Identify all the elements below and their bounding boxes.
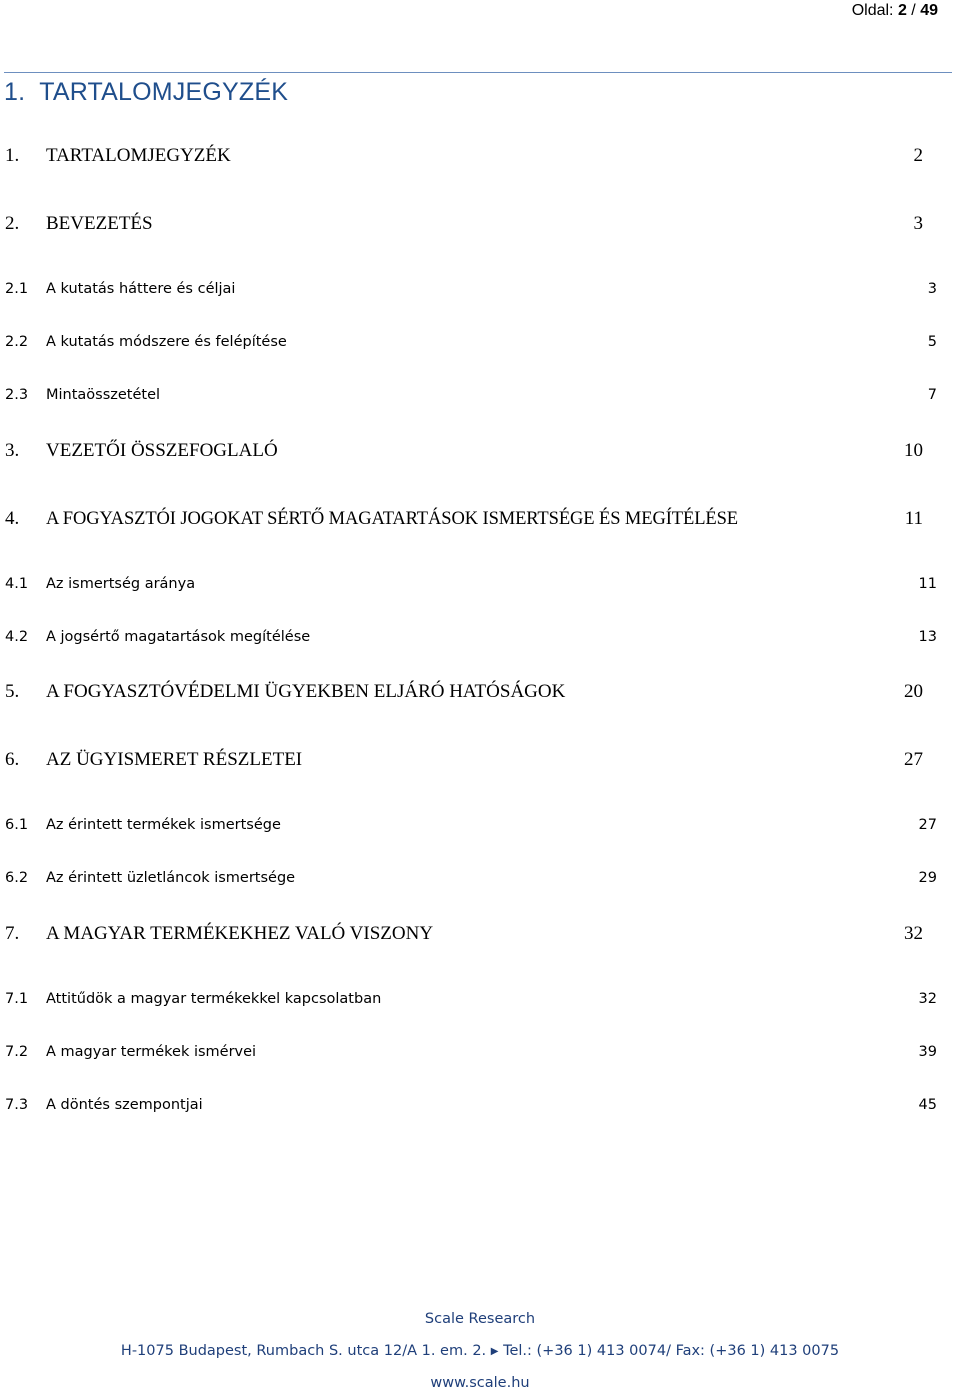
toc-entry-title: A jogsértő magatartások megítélése (46, 629, 311, 645)
toc-entry-title: A döntés szempontjai (46, 1097, 203, 1113)
toc-entry[interactable] (5, 629, 937, 645)
toc-entry-title: A kutatás módszere és felépítése (46, 334, 287, 350)
toc-entry-title: A MAGYAR TERMÉKEKHEZ VALÓ VISZONY (46, 923, 434, 944)
toc-entry[interactable] (5, 387, 937, 403)
toc-entry-page: 45 (918, 1097, 937, 1113)
toc-entry-title: Az ismertség aránya (46, 576, 196, 592)
toc-entry-title: BEVEZETÉS (46, 213, 153, 234)
toc-entry-page: 27 (918, 817, 937, 833)
toc-entry[interactable] (5, 923, 923, 945)
footer-phone-fax: Tel.: (+36 1) 413 0074/ Fax: (+36 1) 413 0075 (503, 1343, 840, 1359)
heading-title: TARTALOMJEGYZÉK (39, 78, 289, 106)
toc-entry-title: A FOGYASZTÓVÉDELMI ÜGYEKBEN ELJÁRÓ HATÓSÁGOK (46, 681, 566, 702)
toc-entry-page: 3 (913, 213, 923, 234)
toc-entry-number: 7.3 (5, 1097, 29, 1113)
toc-entry-title: Az érintett üzletláncok ismertsége (46, 870, 296, 886)
footer-address: H-1075 Budapest, Rumbach S. utca 12/A 1. em. 2. (120, 1343, 487, 1359)
toc-entry-number: 4.2 (5, 629, 29, 645)
toc-entry-page: 11 (904, 508, 923, 529)
toc-entry-page: 10 (904, 440, 923, 461)
toc-entry-number: 7. (5, 923, 20, 944)
toc-entry[interactable] (5, 145, 923, 167)
toc-entry[interactable] (5, 817, 937, 833)
toc-entry-title: VEZETŐI ÖSSZEFOGLALÓ (46, 440, 278, 461)
toc-entry-page: 29 (918, 870, 937, 886)
toc-entry[interactable] (5, 508, 923, 530)
toc-entry-page: 7 (927, 387, 937, 403)
toc-entry-page: 32 (918, 991, 937, 1007)
section-heading (4, 78, 288, 107)
toc-entry-page: 2 (913, 145, 923, 166)
toc-entry-title: Mintaösszetétel (46, 387, 161, 403)
toc-entry-page: 13 (918, 629, 937, 645)
toc-entry-page: 39 (918, 1044, 937, 1060)
toc-entry-title: TARTALOMJEGYZÉK (46, 145, 231, 166)
toc-entry-page: 11 (918, 576, 937, 592)
toc-entry-title: Az érintett termékek ismertsége (46, 817, 281, 833)
toc-entry-number: 5. (5, 681, 20, 702)
toc-entry-title: A kutatás háttere és céljai (46, 281, 236, 297)
toc-entry-page: 5 (927, 334, 937, 350)
toc-entry-number: 2. (5, 213, 20, 234)
toc-entry-number: 7.1 (5, 991, 29, 1007)
toc-entry-number: 6.2 (5, 870, 29, 886)
toc-entry-number: 4. (5, 508, 20, 529)
toc-entry-page: 3 (927, 281, 937, 297)
toc-entry-page: 32 (904, 923, 923, 944)
toc-entry[interactable] (5, 334, 937, 350)
toc-entry-number: 3. (5, 440, 20, 461)
toc-entry-title: Attitűdök a magyar termékekkel kapcsolatban (46, 991, 382, 1007)
toc-entry-page: 27 (904, 749, 923, 770)
current-page: 2 (897, 2, 907, 19)
toc-entry-number: 2.2 (5, 334, 29, 350)
triangle-right-icon: ▶ (490, 1346, 499, 1357)
toc-entry[interactable] (5, 281, 937, 297)
heading-rule (4, 72, 952, 73)
heading-number: 1. (4, 78, 26, 106)
page-counter (852, 2, 938, 20)
toc-entry-number: 7.2 (5, 1044, 29, 1060)
toc-entry-number: 2.1 (5, 281, 29, 297)
toc-entry[interactable] (5, 213, 923, 235)
toc-entry-number: 4.1 (5, 576, 29, 592)
toc-entry-page: 20 (904, 681, 923, 702)
toc-entry[interactable] (5, 870, 937, 886)
toc-entry[interactable] (5, 749, 923, 771)
toc-entry[interactable] (5, 1044, 937, 1060)
toc-entry-title: AZ ÜGYISMERET RÉSZLETEI (46, 749, 303, 770)
toc-entry-number: 1. (5, 145, 20, 166)
total-pages: 49 (920, 2, 938, 19)
toc-entry[interactable] (5, 1097, 937, 1113)
toc-entry[interactable] (5, 681, 923, 703)
toc-entry-title: A FOGYASZTÓI JOGOKAT SÉRTŐ MAGATARTÁSOK ISMERTSÉGE ÉS MEGÍTÉLÉSE (46, 509, 738, 529)
page-separator: / (911, 2, 916, 19)
toc-entry-number: 6.1 (5, 817, 29, 833)
footer-company: Scale Research (424, 1311, 536, 1327)
toc-entry[interactable] (5, 576, 937, 592)
toc-entry-title: A magyar termékek ismérvei (46, 1044, 257, 1060)
toc-entry[interactable] (5, 440, 923, 462)
page-label: Oldal: (851, 2, 894, 19)
toc-entry-number: 2.3 (5, 387, 29, 403)
footer-website[interactable]: www.scale.hu (430, 1375, 530, 1391)
toc-entry-number: 6. (5, 749, 20, 770)
toc-entry[interactable] (5, 991, 937, 1007)
footer-contact-line (0, 1343, 960, 1359)
